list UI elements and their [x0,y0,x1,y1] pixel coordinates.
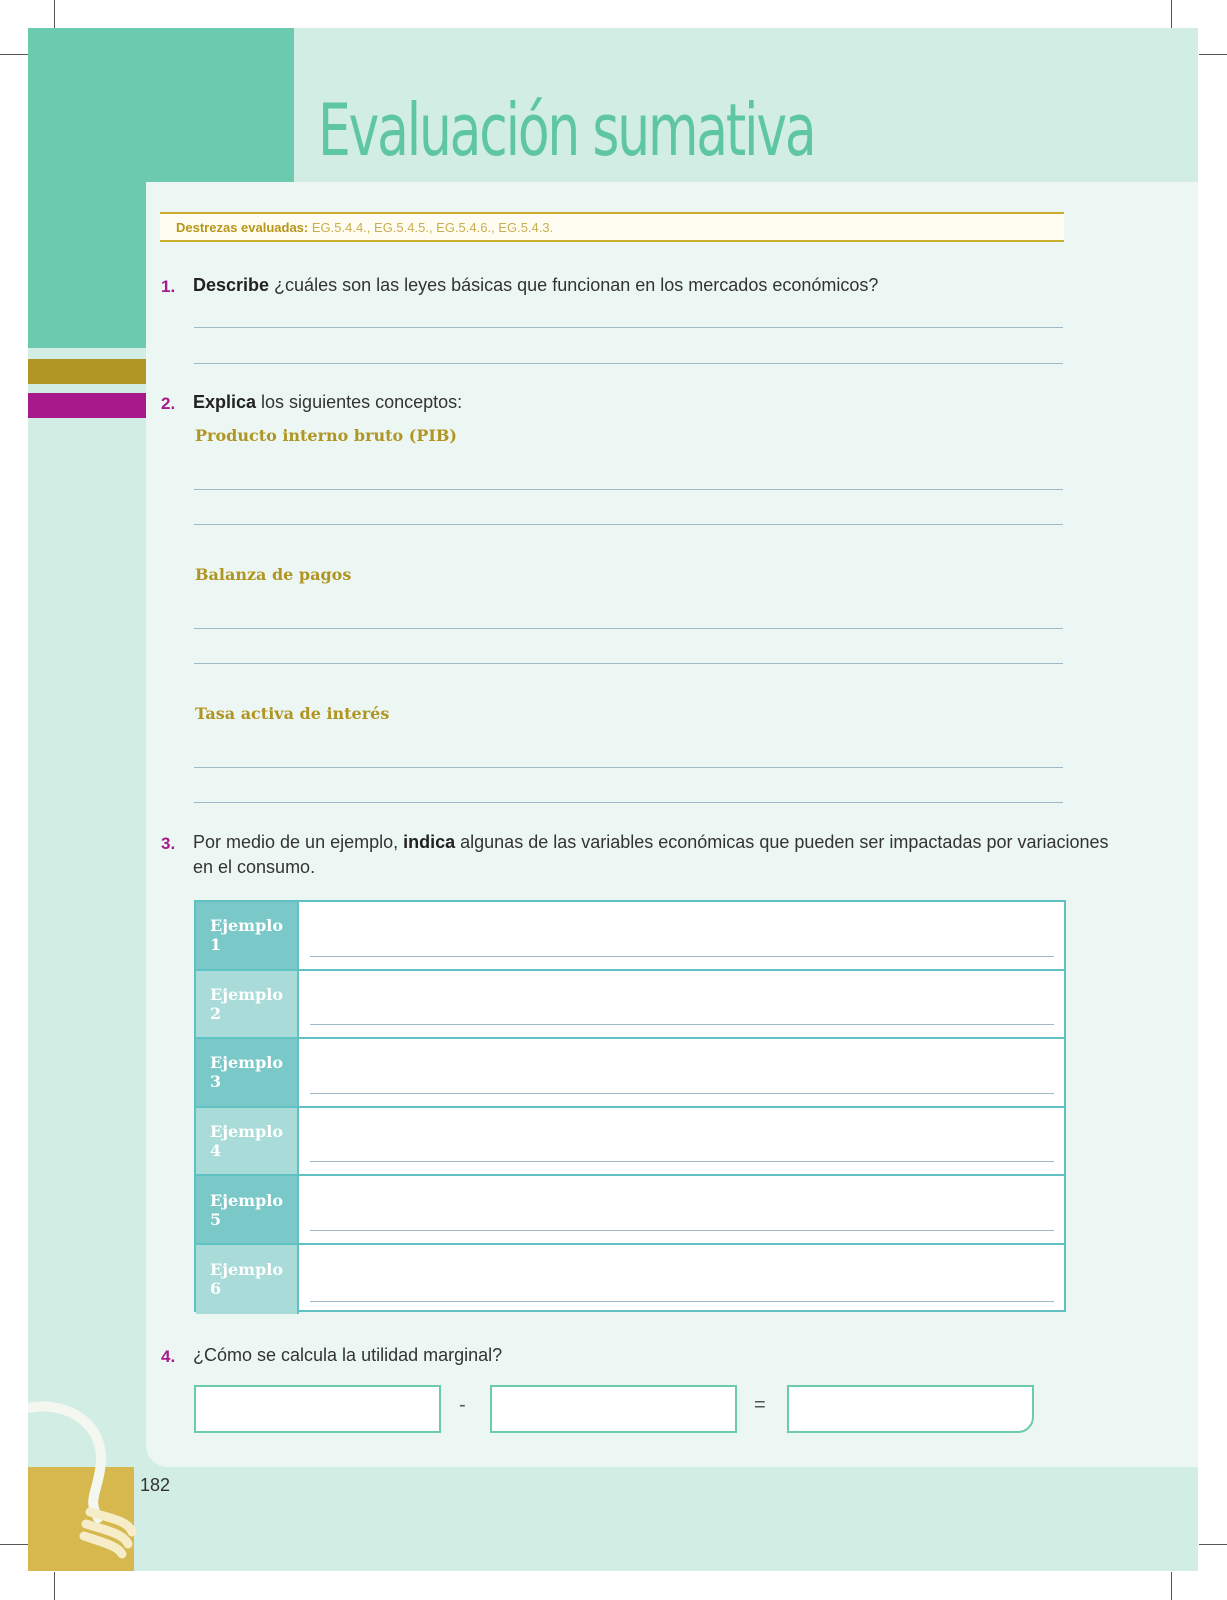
question-3-keyword: indica [403,832,456,852]
crop-mark [54,1572,55,1600]
lightbulb-icon [28,1400,138,1560]
answer-line[interactable] [194,363,1063,364]
question-3-text [193,832,1109,853]
table-row [196,902,1064,971]
formula-box-2[interactable] [490,1385,737,1433]
example-label: Ejemplo 4 [196,1108,299,1175]
table-row [196,971,1064,1040]
question-2-keyword: Explica [193,392,257,412]
question-4-number: 4. [161,1347,176,1366]
skills-value: EG.5.4.4., EG.5.4.5., EG.5.4.6., EG.5.4.3. [311,220,554,235]
skills-box [160,212,1064,242]
table-row [196,1245,1064,1314]
equals-operator: = [754,1394,766,1416]
examples-table [194,900,1066,1312]
question-1-text [193,275,878,296]
example-answer-line[interactable] [310,1161,1054,1162]
crop-mark [1171,0,1172,28]
answer-line[interactable] [194,628,1063,629]
question-1-number: 1. [161,277,176,296]
concept-label-tasa: Tasa activa de interés [195,704,390,723]
question-4-text: ¿Cómo se calcula la utilidad marginal? [193,1345,503,1365]
crop-mark [1171,1572,1172,1600]
crop-mark [1199,1544,1227,1545]
table-row [196,1176,1064,1245]
page-number: 182 [140,1475,171,1495]
example-label: Ejemplo 6 [196,1245,299,1314]
question-3-body: algunas de las variables económicas que pueden ser impactadas por variaciones [455,832,1109,852]
answer-line[interactable] [194,524,1063,525]
question-3-number: 3. [161,834,176,853]
example-label: Ejemplo 2 [196,971,299,1038]
answer-line[interactable] [194,327,1063,328]
crop-mark [0,54,28,55]
question-1-keyword: Describe [193,275,270,295]
example-label: Ejemplo 3 [196,1039,299,1106]
concept-label-balanza: Balanza de pagos [195,565,352,584]
answer-line[interactable] [194,663,1063,664]
skills-label: Destrezas evaluadas: [176,220,309,235]
answer-line[interactable] [194,489,1063,490]
page-title: Evaluación sumativa [318,88,815,172]
example-answer-line[interactable] [310,1024,1054,1025]
magenta-accent-bar [28,393,146,418]
question-2-number: 2. [161,394,176,413]
example-label: Ejemplo 5 [196,1176,299,1243]
table-row [196,1108,1064,1177]
minus-operator: - [459,1394,466,1416]
crop-mark [54,0,55,28]
example-label: Ejemplo 1 [196,902,299,969]
crop-mark [1199,54,1227,55]
question-2-body: los siguientes conceptos: [256,392,463,412]
table-row [196,1039,1064,1108]
formula-box-1[interactable] [194,1385,441,1433]
example-answer-line[interactable] [310,1230,1054,1231]
formula-box-result[interactable] [787,1385,1034,1433]
question-3-text-line2: en el consumo. [193,857,316,877]
question-1-body: ¿cuáles son las leyes básicas que funcionan en los mercados económicos? [269,275,879,295]
example-answer-line[interactable] [310,1301,1054,1302]
concept-label-pib: Producto interno bruto (PIB) [195,426,457,445]
answer-line[interactable] [194,802,1063,803]
example-answer-line[interactable] [310,956,1054,957]
crop-mark [0,1544,28,1545]
question-3-prefix: Por medio de un ejemplo, [193,832,404,852]
answer-line[interactable] [194,767,1063,768]
question-2-text [193,392,462,413]
example-answer-line[interactable] [310,1093,1054,1094]
gold-accent-bar [28,359,146,384]
